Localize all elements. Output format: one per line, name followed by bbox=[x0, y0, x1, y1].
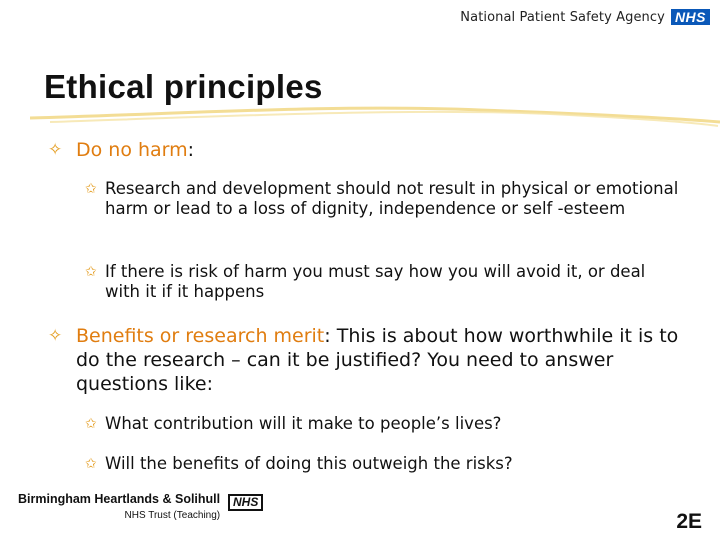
org-name: Birmingham Heartlands & Solihull bbox=[18, 492, 221, 506]
bullet-suffix: : This is about how worthwhile it is to do the research – can it be justified? You need to answer questions like: bbox=[76, 325, 679, 395]
five-point-star-outline-icon: ✩ bbox=[85, 416, 97, 432]
nhs-footer-logo: NHS bbox=[228, 494, 263, 511]
bullet-suffix: : bbox=[187, 139, 195, 161]
bullet-benefits bbox=[48, 324, 680, 396]
five-point-star-outline-icon: ✩ bbox=[85, 264, 97, 280]
sub-bullet-text: If there is risk of harm you must say how you will avoid it, or deal with it if it happens bbox=[105, 262, 646, 301]
five-point-star-outline-icon: ✩ bbox=[85, 456, 97, 472]
nhs-logo: NHS bbox=[671, 9, 710, 25]
bullet-heading: Benefits or research merit bbox=[76, 325, 325, 347]
agency-name: National Patient Safety Agency bbox=[460, 9, 665, 25]
sub-bullet bbox=[85, 414, 685, 434]
org-subtitle: NHS Trust (Teaching) bbox=[124, 510, 221, 521]
slide-number: 2E bbox=[676, 510, 702, 533]
title-underline bbox=[30, 100, 720, 130]
bullet-do-no-harm bbox=[48, 138, 688, 162]
header-brand bbox=[460, 9, 710, 25]
five-point-star-outline-icon: ✩ bbox=[85, 181, 97, 197]
bullet-text bbox=[76, 324, 680, 396]
sub-bullet-text: Will the benefits of doing this outweigh the risks? bbox=[105, 454, 513, 473]
four-point-star-outline-icon: ✧ bbox=[48, 140, 63, 160]
sub-bullet bbox=[85, 454, 685, 474]
footer-org bbox=[18, 492, 220, 521]
slide-title: Ethical principles bbox=[44, 68, 323, 105]
sub-bullet-text: Research and development should not result in physical or emotional harm or lead to a loss of dignity, independence or self -esteem bbox=[105, 179, 679, 218]
sub-bullet bbox=[85, 179, 685, 219]
bullet-heading: Do no harm bbox=[76, 139, 188, 161]
sub-bullet-text: What contribution will it make to people’s lives? bbox=[105, 414, 502, 433]
four-point-star-outline-icon: ✧ bbox=[48, 326, 63, 346]
sub-bullet bbox=[85, 262, 685, 302]
bullet-text bbox=[76, 138, 194, 162]
